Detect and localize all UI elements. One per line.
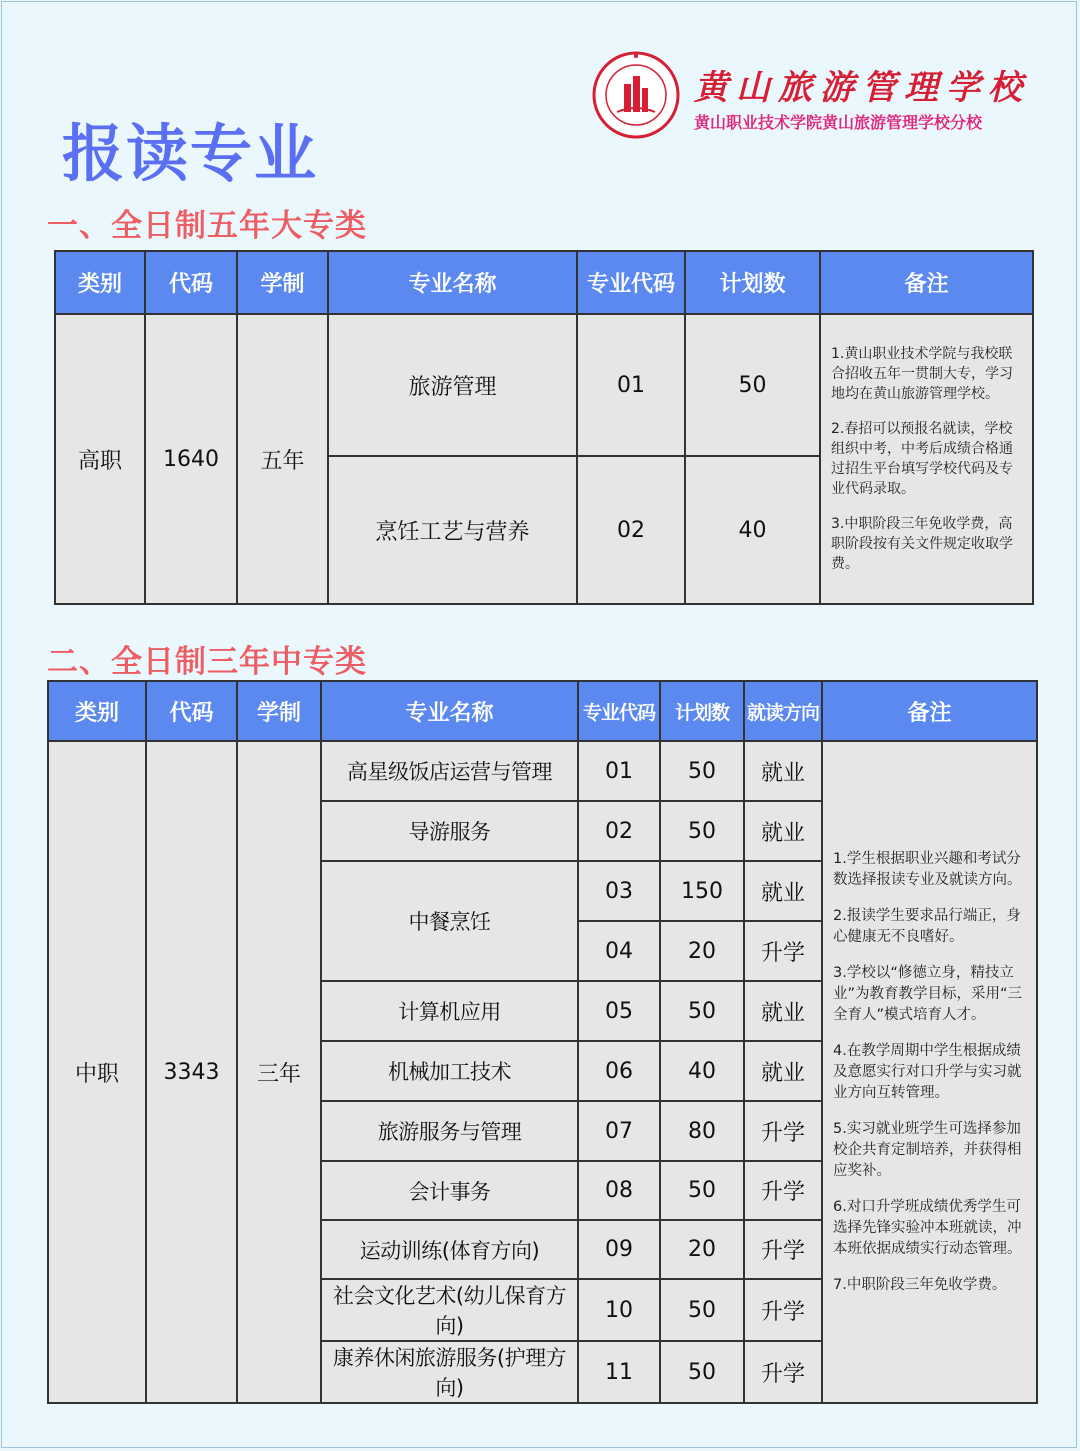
five-year-table — [54, 250, 1034, 605]
header-direction: 就读方向 — [744, 681, 822, 741]
major-cell: 运动训练(体育方向) — [321, 1220, 578, 1279]
remark-item: 2.报读学生要求品行端正，身心健康无不良嗜好。 — [833, 907, 1021, 945]
direction-cell: 升学 — [744, 1101, 822, 1161]
three-year-table — [47, 680, 1038, 1404]
major-cell: 导游服务 — [321, 801, 578, 861]
header-remarks: 备注 — [822, 681, 1037, 741]
school-subtitle: 黄山职业技术学院黄山旅游管理学校分校 — [694, 113, 983, 132]
duration-cell: 五年 — [237, 314, 328, 604]
major-code-cell: 03 — [578, 861, 660, 921]
section1-title: 一、全日制五年大专类 — [47, 208, 367, 244]
major-code-cell: 04 — [578, 921, 660, 981]
major-code-cell: 11 — [578, 1341, 660, 1403]
major-cell: 高星级饭店运营与管理 — [321, 741, 578, 801]
major-code-cell: 06 — [578, 1041, 660, 1101]
header-duration: 学制 — [237, 681, 321, 741]
plan-cell: 20 — [660, 1220, 744, 1279]
major-cell: 计算机应用 — [321, 981, 578, 1041]
direction-cell: 就业 — [744, 981, 822, 1041]
direction-cell: 升学 — [744, 921, 822, 981]
major-cell: 社会文化艺术(幼儿保育方向) — [321, 1279, 578, 1341]
plan-cell: 20 — [660, 921, 744, 981]
major-code-cell: 10 — [578, 1279, 660, 1341]
direction-cell: 就业 — [744, 741, 822, 801]
header-plan: 计划数 — [660, 681, 744, 741]
plan-cell: 150 — [660, 861, 744, 921]
header-major-code: 专业代码 — [577, 251, 685, 314]
direction-cell: 就业 — [744, 801, 822, 861]
header-category: 类别 — [55, 251, 145, 314]
remark-item: 7.中职阶段三年免收学费。 — [833, 1276, 1007, 1293]
direction-cell: 升学 — [744, 1341, 822, 1403]
remark-item: 2.春招可以预报名就读，学校组织中考，中考后成绩合格通过招生平台填写学校代码及专业代码录取。 — [831, 421, 1013, 497]
remark-item: 4.在教学周期中学生根据成绩及意愿实行对口升学与实习就业方向互转管理。 — [833, 1042, 1022, 1101]
direction-cell: 就业 — [744, 1041, 822, 1101]
direction-cell: 升学 — [744, 1279, 822, 1341]
major-code-cell: 01 — [577, 314, 685, 456]
major-code-cell: 07 — [578, 1101, 660, 1161]
header-category: 类别 — [48, 681, 146, 741]
remark-item: 6.对口升学班成绩优秀学生可选择先锋实验冲本班就读，冲本班依据成绩实行动态管理。 — [833, 1198, 1022, 1257]
major-code-cell: 02 — [577, 456, 685, 604]
major-cell: 康养休闲旅游服务(护理方向) — [321, 1341, 578, 1403]
direction-cell: 升学 — [744, 1220, 822, 1279]
plan-cell: 40 — [685, 456, 820, 604]
major-cell: 旅游服务与管理 — [321, 1101, 578, 1161]
major-cell: 烹饪工艺与营养 — [328, 456, 577, 604]
remark-item: 3.学校以“修德立身，精技立业”为教育教学目标，采用“三全育人”模式培育人才。 — [833, 964, 1023, 1023]
remark-item: 3.中职阶段三年免收学费，高职阶段按有关文件规定收取学费。 — [831, 516, 1013, 572]
plan-cell: 50 — [685, 314, 820, 456]
header-major: 专业名称 — [328, 251, 577, 314]
category-cell: 高职 — [55, 314, 145, 604]
header-major-code: 专业代码 — [578, 681, 660, 741]
remarks-cell — [820, 314, 1033, 604]
plan-cell: 40 — [660, 1041, 744, 1101]
school-name: 黄山旅游管理学校 — [694, 68, 1030, 108]
header-code: 代码 — [146, 681, 237, 741]
major-cell: 机械加工技术 — [321, 1041, 578, 1101]
remark-item: 5.实习就业班学生可选择参加校企共育定制培养，并获得相应奖补。 — [833, 1120, 1022, 1179]
plan-cell: 50 — [660, 1279, 744, 1341]
remark-item: 1.学生根据职业兴趣和考试分数选择报读专业及就读方向。 — [833, 850, 1022, 888]
major-code-cell: 05 — [578, 981, 660, 1041]
header-code: 代码 — [145, 251, 237, 314]
header-duration: 学制 — [237, 251, 328, 314]
duration-cell: 三年 — [237, 741, 321, 1403]
plan-cell: 50 — [660, 1341, 744, 1403]
major-cell: 中餐烹饪 — [321, 861, 578, 981]
direction-cell: 就业 — [744, 861, 822, 921]
school-logo — [591, 50, 681, 140]
plan-cell: 80 — [660, 1101, 744, 1161]
remark-item: 1.黄山职业技术学院与我校联合招收五年一贯制大专，学习地均在黄山旅游管理学校。 — [831, 346, 1013, 402]
major-cell: 会计事务 — [321, 1161, 578, 1220]
plan-cell: 50 — [660, 801, 744, 861]
plan-cell: 50 — [660, 1161, 744, 1220]
plan-cell: 50 — [660, 981, 744, 1041]
major-code-cell: 02 — [578, 801, 660, 861]
header-remarks: 备注 — [820, 251, 1033, 314]
code-cell: 3343 — [146, 741, 237, 1403]
page-title: 报读专业 — [62, 117, 319, 190]
major-code-cell: 01 — [578, 741, 660, 801]
header-major: 专业名称 — [321, 681, 578, 741]
category-cell: 中职 — [48, 741, 146, 1403]
major-code-cell: 09 — [578, 1220, 660, 1279]
direction-cell: 升学 — [744, 1161, 822, 1220]
major-code-cell: 08 — [578, 1161, 660, 1220]
remarks-cell — [822, 741, 1037, 1403]
major-cell: 旅游管理 — [328, 314, 577, 456]
section2-title: 二、全日制三年中专类 — [47, 644, 367, 680]
plan-cell: 50 — [660, 741, 744, 801]
header-plan: 计划数 — [685, 251, 820, 314]
code-cell: 1640 — [145, 314, 237, 604]
